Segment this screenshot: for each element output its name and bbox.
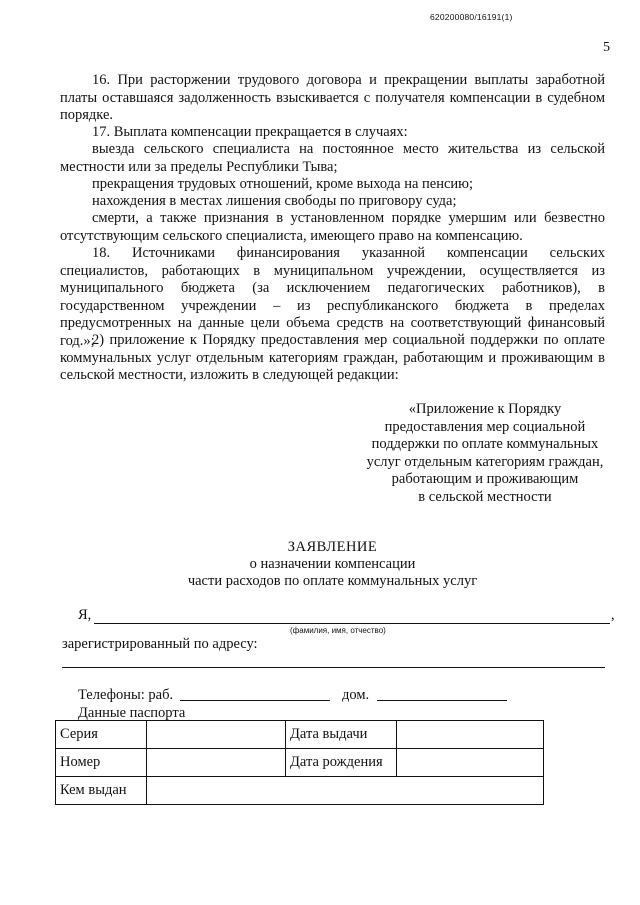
paragraph-17-case-imprisonment: нахождения в местах лишения свободы по приговору суда;	[92, 193, 457, 209]
series-label: Серия	[56, 721, 147, 749]
issue-date-input-cell[interactable]	[397, 721, 544, 749]
work-phone-field[interactable]	[180, 688, 330, 701]
fio-label: Я,	[78, 607, 92, 623]
fio-field-row	[78, 607, 618, 635]
issued-by-input-cell[interactable]	[147, 777, 544, 805]
form-title: ЗАЯВЛЕНИЕ	[287, 539, 378, 555]
form-subtitle-1: о назначении компенсации	[249, 556, 416, 572]
appendix-line: «Приложение к Порядку	[408, 401, 562, 417]
home-phone-label: дом.	[342, 687, 370, 703]
paragraph-17-case-termination: прекращения трудовых отношений, кроме выхода на пенсию;	[92, 176, 474, 192]
table-row	[56, 777, 544, 805]
page-number: 5	[603, 40, 610, 55]
paragraph-2: 2) приложение к Порядку предоставления мер социальной поддержки по оплате коммунальных услуг отдельным категориям граждан, работающим и проживающим в сельской местности, изложить в следующей редакции:	[60, 332, 605, 383]
registered-address-label: зарегистрированный по адресу:	[62, 636, 258, 652]
paragraph-17-case-death: смерти, а также признания в установленном порядке умершим или безвестно отсутствующим сельского специалиста, имеющего право на компенсацию.	[60, 210, 605, 244]
birth-date-input-cell[interactable]	[397, 749, 544, 777]
form-title-block	[60, 539, 605, 590]
appendix-line: предоставления мер социальной	[384, 418, 586, 435]
passport-table	[55, 720, 544, 805]
form-subtitle-2: части расходов по оплате коммунальных услуг	[187, 573, 478, 589]
paragraph-17-case-departure: выезда сельского специалиста на постоянное место жительства из сельской местности или за пределы Республики Тыва;	[60, 141, 605, 175]
document-id: 620200080/16191(1)	[430, 12, 513, 22]
registered-address-field[interactable]	[62, 654, 605, 668]
home-phone-field[interactable]	[377, 688, 507, 701]
table-row	[56, 749, 544, 777]
appendix-line: поддержки по оплате коммунальных	[371, 436, 599, 452]
appendix-line: услуг отдельным категориям граждан,	[366, 453, 604, 470]
fio-field[interactable]	[94, 610, 610, 624]
paragraph-18: 18. Источниками финансирования указанной компенсации сельских специалистов, работающих в муниципальном учреждении, осуществляется из муниципального бюджета (за исключением педагогических работников), в государственном учреждении – из республиканского бюджета в пределах предусмотренных на данные цели объема средств на соответствующий финансовый год.»;	[60, 245, 605, 349]
paragraph-16: 16. При расторжении трудового договора и прекращении выплаты заработной платы оставшаяся задолженность взыскивается с получателя компенсации в судебном порядке.	[60, 72, 605, 123]
birth-date-label: Дата рождения	[286, 749, 397, 777]
fio-trailing-comma: ,	[611, 607, 615, 623]
work-phone-label: Телефоны: раб.	[78, 687, 174, 703]
issued-by-label: Кем выдан	[56, 777, 147, 805]
passport-data-label: Данные паспорта	[78, 705, 186, 721]
number-input-cell[interactable]	[147, 749, 286, 777]
paragraph-17: 17. Выплата компенсации прекращается в случаях:	[92, 124, 408, 140]
appendix-line: в сельской местности	[418, 488, 552, 505]
table-row	[56, 721, 544, 749]
number-label: Номер	[56, 749, 147, 777]
appendix-line: работающим и проживающим	[391, 471, 579, 487]
issue-date-label: Дата выдачи	[286, 721, 397, 749]
appendix-reference	[350, 401, 620, 506]
fio-caption: (фамилия, имя, отчество)	[290, 626, 386, 635]
series-input-cell[interactable]	[147, 721, 286, 749]
